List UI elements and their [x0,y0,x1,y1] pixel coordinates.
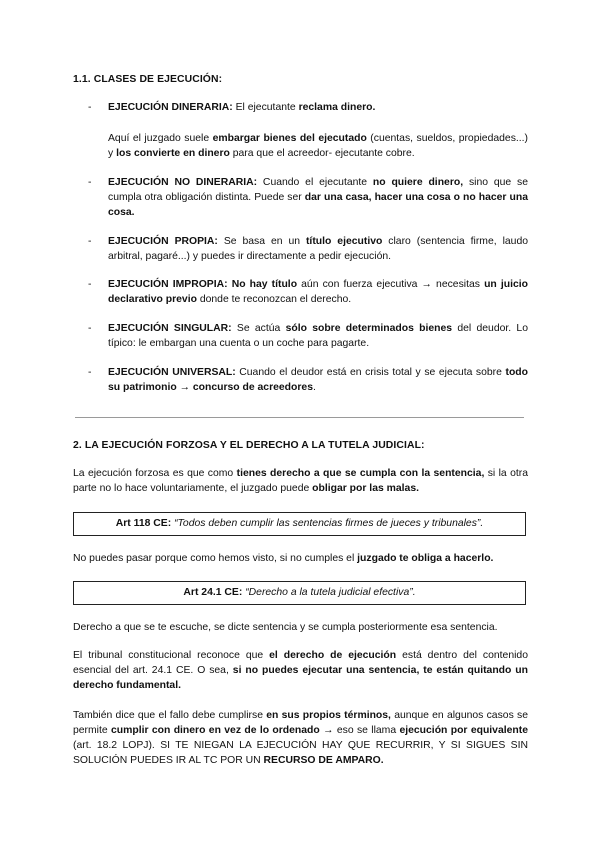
list-item-singular [108,321,528,351]
item-text: . [312,382,316,393]
bullet-marker: - [88,177,92,188]
para-emphasis: si no puedes ejecutar una sentencia, te están quitando un derecho fundamental. [73,665,528,691]
section-heading-ejecucion-forzosa: 2. LA EJECUCIÓN FORZOSA Y EL DERECHO A LA TUTELA JUDICIAL: [73,440,425,451]
paragraph-derecho-escuche: Derecho a que se te escuche, se dicte sentencia y se cumpla posteriormente esa sentencia. [73,622,498,633]
para-emphasis: cumplir con dinero en vez de lo ordenado [111,725,320,736]
para-emphasis: en sus propios términos, [266,710,391,721]
para-text: si la otra parte no lo hace voluntariamente, el juzgado puede [73,468,529,494]
section-divider [75,417,524,418]
item-text: El ejecutante [232,102,299,113]
para-emphasis: ejecución por equivalente [399,725,528,736]
item-emphasis: No hay título [231,279,298,290]
paragraph-no-puedes-pasar [73,551,528,566]
para-text: → eso se llama [319,725,400,736]
item-text: claro (sentencia firme, laudo arbitral, pagaré...) y puedes ir directamente a pedir ejecución. [108,236,529,262]
quote-label: Art 24.1 CE: [183,587,243,598]
list-item-dineraria-detail [108,131,528,161]
item-label: EJECUCIÓN DINERARIA: [108,102,233,113]
item-emphasis: los convierte en dinero [116,148,230,159]
item-text: Se basa en un [217,236,306,247]
quote-label: Art 118 CE: [115,518,172,529]
paragraph-propios-terminos [73,708,528,768]
bullet-marker: - [88,367,92,378]
list-item-dineraria [108,100,528,115]
item-text: (cuentas, sueldos, propiedades...) y [108,133,529,159]
item-text: aún con fuerza ejecutiva → necesitas [297,279,485,290]
item-emphasis: no quiere dinero, [372,177,464,188]
bullet-marker: - [88,102,92,113]
item-text: sino que se cumpla otra obligación distinta. Puede ser [108,177,529,203]
bullet-marker: - [88,236,92,247]
para-text: También dice que el fallo debe cumplirse [73,710,267,721]
item-text: para que el acreedor- ejecutante cobre. [229,148,415,159]
list-item-no-dineraria [108,175,528,220]
item-emphasis: reclama dinero. [298,102,376,113]
paragraph-ejecucion-forzosa [73,466,528,496]
para-emphasis: el derecho de ejecución [269,650,397,661]
para-text: aunque en algunos casos se permite [73,710,528,736]
item-emphasis: dar una casa, hacer una cosa o no hacer una cosa. [108,192,528,218]
list-item-propia [108,234,528,264]
para-text: El tribunal constitucional reconoce que [73,650,270,661]
bullet-marker: - [88,279,92,290]
item-emphasis: un juicio declarativo previo [108,279,528,305]
quote-box-art-24-1 [73,581,526,605]
item-text: donde te reconozcan el derecho. [196,294,352,305]
para-emphasis: juzgado te obliga a hacerlo. [357,553,494,564]
item-label: EJECUCIÓN SINGULAR: [108,323,232,334]
para-emphasis: obligar por las malas. [312,483,419,494]
section-heading-clases: 1.1. CLASES DE EJECUCIÓN: [73,74,223,85]
quote-text: “Derecho a la tutela judicial efectiva”. [242,587,416,598]
para-text: (art. 18.2 LOPJ). SI TE NIEGAN LA EJECUCIÓN HAY QUE RECURRIR, Y SI SIGUES SIN SOLUCIÓN PUEDES IR AL TC POR UN [73,740,528,766]
item-text: Aquí el juzgado suele [108,133,213,144]
item-label: EJECUCIÓN UNIVERSAL: [108,367,236,378]
para-emphasis: tienes derecho a que se cumpla con la sentencia, [236,468,485,479]
item-emphasis: sólo sobre determinados bienes [285,323,453,334]
item-emphasis: título ejecutivo [305,236,383,247]
list-item-impropia [108,277,528,307]
item-text: del deudor. Lo típico: le embargan una cuenta o un coche para pagarte. [108,323,528,349]
para-text: está dentro del contenido esencial del art. 24.1 CE. O sea, [73,650,528,676]
list-item-universal [108,365,528,395]
item-label: EJECUCIÓN IMPROPIA: [108,279,228,290]
item-label: EJECUCIÓN PROPIA: [108,236,218,247]
item-text: Cuando el deudor está en crisis total y se ejecuta sobre [235,367,506,378]
para-emphasis: RECURSO DE AMPARO. [263,755,384,766]
quote-box-art-118 [73,512,526,536]
paragraph-tribunal-constitucional [73,648,528,693]
item-emphasis: embargar bienes del ejecutado [212,133,367,144]
item-text: Se actúa [231,323,286,334]
bullet-marker: - [88,323,92,334]
para-text: No puedes pasar porque como hemos visto, si no cumples el [73,553,358,564]
item-label: EJECUCIÓN NO DINERARIA: [108,177,258,188]
para-text: La ejecución forzosa es que como [73,468,237,479]
item-text: Cuando el ejecutante [257,177,373,188]
item-emphasis: todo su patrimonio → concurso de acreedores [108,367,529,393]
quote-text: “Todos deben cumplir las sentencias firmes de jueces y tribunales”. [171,518,484,529]
